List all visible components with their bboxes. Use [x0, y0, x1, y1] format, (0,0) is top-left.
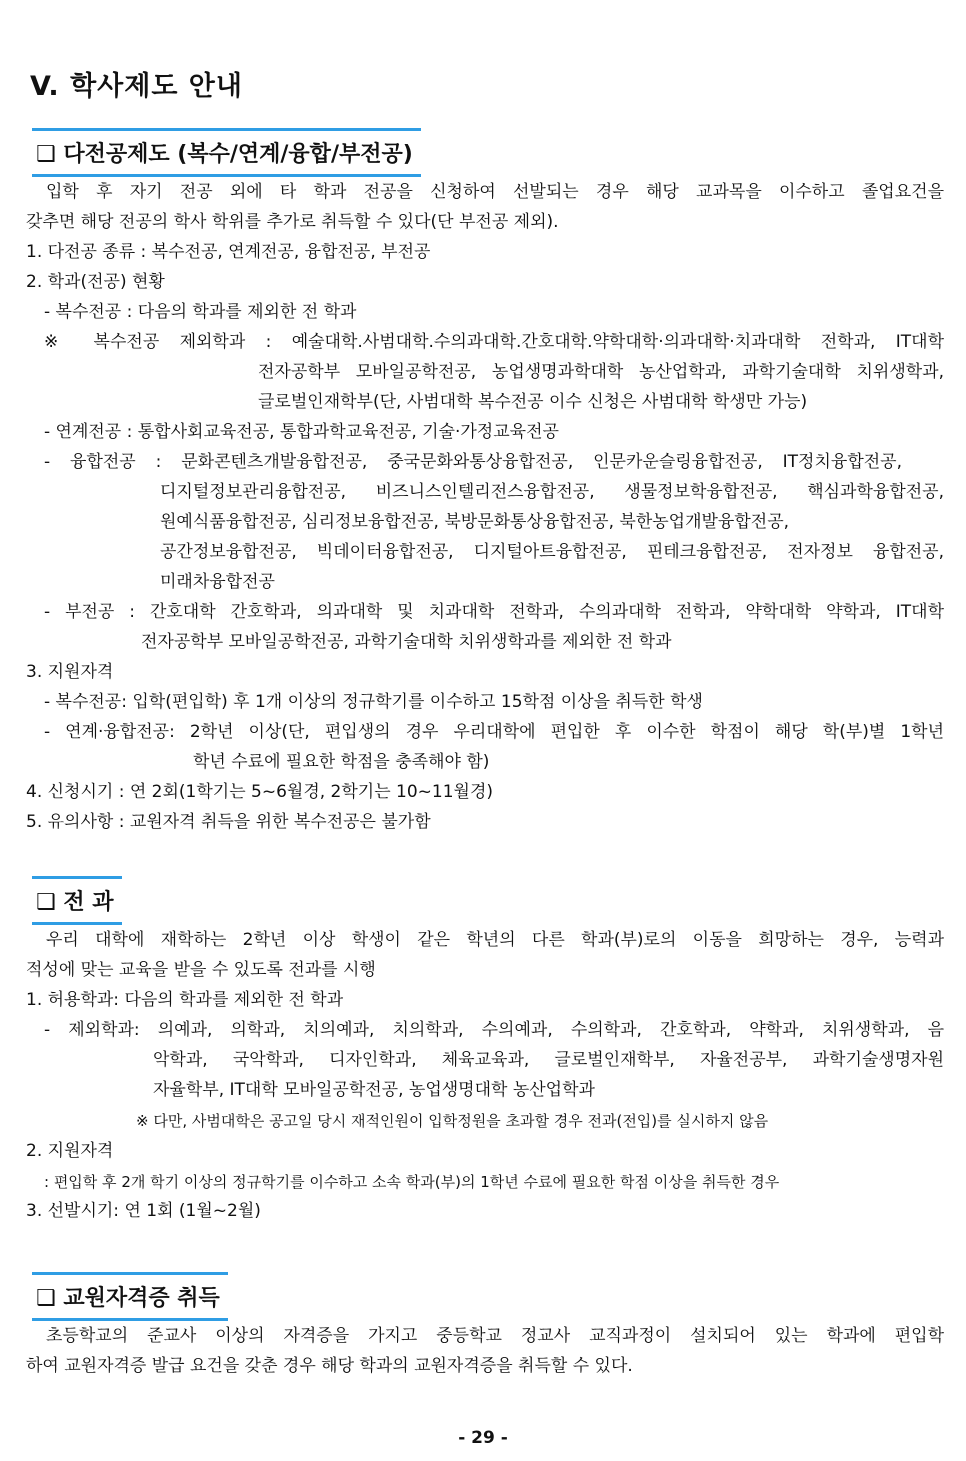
list-continuation: 학년 수료에 필요한 학점을 충족해야 함) — [193, 752, 490, 772]
list-item: 1. 다전공 종류 : 복수전공, 연계전공, 융합전공, 부전공 — [26, 242, 431, 262]
section-heading-multi-major: ❑ 다전공제도 (복수/연계/융합/부전공) — [32, 128, 421, 177]
paragraph-line: 갖추면 해당 전공의 학사 학위를 추가로 취득할 수 있다(단 부전공 제외). — [26, 212, 559, 232]
list-item: 2. 학과(전공) 현황 — [26, 272, 165, 292]
list-continuation: 미래차융합전공 — [160, 572, 275, 592]
list-subitem: - 복수전공 : 다음의 학과를 제외한 전 학과 — [44, 302, 357, 322]
note-continuation: 전자공학부 모바일공학전공, 농업생명과학대학 농산업학과, 과학기술대학 치위생학과, — [258, 362, 944, 382]
list-subitem: - 복수전공: 입학(편입학) 후 1개 이상의 정규학기를 이수하고 15학점 이상을 취득한 학생 — [44, 692, 703, 712]
list-item: 1. 허용학과: 다음의 학과를 제외한 전 학과 — [26, 990, 344, 1010]
list-continuation: 원예식품융합전공, 심리정보융합전공, 북방문화통상융합전공, 북한농업개발융합전공, — [160, 512, 790, 532]
list-subitem: - 부전공 : 간호대학 간호학과, 의과대학 및 치과대학 전학과, 수의과대학 전학과, 약학대학 약학과, IT대학 — [44, 602, 944, 622]
note-line: ※ 복수전공 제외학과 : 예술대학.사범대학.수의과대학.간호대학.약학대학·의과대학·치과대학 전학과, IT대학 — [44, 332, 944, 352]
paragraph-line: 적성에 맞는 교육을 받을 수 있도록 전과를 시행 — [26, 960, 376, 980]
note-continuation: 글로벌인재학부(단, 사범대학 복수전공 이수 신청은 사범대학 학생만 가능) — [258, 392, 808, 412]
list-continuation: 디지털정보관리융합전공, 비즈니스인텔리전스융합전공, 생물정보학융합전공, 핵심과학융합전공, — [160, 482, 944, 502]
page-title: V. 학사제도 안내 — [30, 71, 243, 102]
page-number: - 29 - — [458, 1428, 508, 1448]
section-heading-major-transfer: ❑ 전 과 — [32, 876, 122, 925]
list-item: 2. 지원자격 — [26, 1141, 114, 1161]
list-continuation: 악학과, 국악학과, 디자인학과, 체육교육과, 글로벌인재학부, 자율전공부, 과학기술생명자원 — [153, 1050, 944, 1070]
list-subitem: : 편입학 후 2개 학기 이상의 정규학기를 이수하고 소속 학과(부)의 1학년 수료에 필요한 학점 이상을 취득한 경우 — [44, 1173, 780, 1191]
list-subitem: - 연계전공 : 통합사회교육전공, 통합과학교육전공, 기술·가정교육전공 — [44, 422, 559, 442]
list-subitem: - 융합전공 : 문화콘텐츠개발융합전공, 중국문화와통상융합전공, 인문카운슬링융합전공, IT정치융합전공, — [44, 452, 902, 472]
list-continuation: 전자공학부 모바일공학전공, 과학기술대학 치위생학과를 제외한 전 학과 — [141, 632, 672, 652]
note-line: ※ 다만, 사범대학은 공고일 당시 재적인원이 입학정원을 초과할 경우 전과(전입)를 실시하지 않음 — [136, 1112, 769, 1130]
list-item: 4. 신청시기 : 연 2회(1학기는 5~6월경, 2학기는 10~11월경) — [26, 782, 494, 802]
list-item: 3. 지원자격 — [26, 662, 114, 682]
list-subitem: - 제외학과: 의예과, 의학과, 치의예과, 치의학과, 수의예과, 수의학과, 간호학과, 약학과, 치위생학과, 음 — [44, 1020, 944, 1040]
list-continuation: 자율학부, IT대학 모바일공학전공, 농업생명대학 농산업학과 — [153, 1080, 595, 1100]
paragraph-line: 입학 후 자기 전공 외에 타 학과 전공을 신청하여 선발되는 경우 해당 교과목을 이수하고 졸업요건을 — [46, 182, 944, 202]
paragraph-line: 우리 대학에 재학하는 2학년 이상 학생이 같은 학년의 다른 학과(부)로의 이동을 희망하는 경우, 능력과 — [46, 930, 944, 950]
list-subitem: - 연계·융합전공: 2학년 이상(단, 편입생의 경우 우리대학에 편입한 후 이수한 학점이 해당 학(부)별 1학년 — [44, 722, 944, 742]
list-item: 5. 유의사항 : 교원자격 취득을 위한 복수전공은 불가함 — [26, 812, 431, 832]
paragraph-line: 초등학교의 준교사 이상의 자격증을 가지고 중등학교 정교사 교직과정이 설치되어 있는 학과에 편입학 — [46, 1326, 944, 1346]
list-continuation: 공간정보융합전공, 빅데이터융합전공, 디지털아트융합전공, 핀테크융합전공, 전자정보 융합전공, — [160, 542, 944, 562]
section-heading-teacher-certificate: ❑ 교원자격증 취득 — [32, 1272, 228, 1321]
paragraph-line: 하여 교원자격증 발급 요건을 갖춘 경우 해당 학과의 교원자격증을 취득할 수 있다. — [26, 1356, 633, 1376]
list-item: 3. 선발시기: 연 1회 (1월~2월) — [26, 1201, 261, 1221]
